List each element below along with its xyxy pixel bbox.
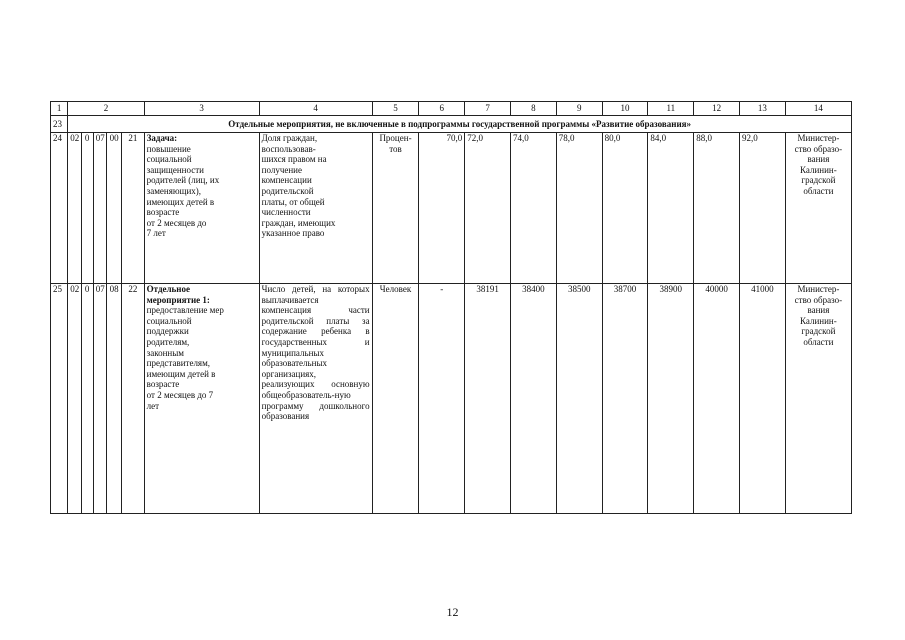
responsible-cell: Министер- ство образо- вания Калинин- градской области bbox=[785, 284, 851, 514]
code-part: 08 bbox=[106, 284, 121, 514]
header-col-7: 7 bbox=[465, 102, 511, 116]
value-cell: 80,0 bbox=[602, 133, 648, 284]
task-name-heading: Задача: bbox=[146, 133, 178, 143]
value-cell: 78,0 bbox=[556, 133, 602, 284]
value-cell: 38500 bbox=[556, 284, 602, 514]
value-cell: 84,0 bbox=[648, 133, 694, 284]
code-part: 02 bbox=[68, 133, 81, 284]
row-number: 24 bbox=[51, 133, 68, 284]
table-row bbox=[51, 284, 852, 514]
section-title: Отдельные мероприятия, не включенные в подпрограммы государственной программы «Развитие образования» bbox=[68, 116, 852, 133]
value-cell: 72,0 bbox=[465, 133, 511, 284]
responsible-cell: Министер- ство образо- вания Калинин- градской области bbox=[785, 133, 851, 284]
code-part: 0 bbox=[81, 133, 93, 284]
code-part: 02 bbox=[68, 284, 81, 514]
code-part: 21 bbox=[122, 133, 144, 284]
header-col-1: 1 bbox=[51, 102, 68, 116]
indicator-cell: Доля граждан, воспользовав- шихся правом на получение компенсации родительской платы, от общей численности граждан, имеющих указанное право bbox=[259, 133, 372, 284]
header-row bbox=[51, 102, 852, 116]
unit-cell: Процен- тов bbox=[372, 133, 419, 284]
header-col-6: 6 bbox=[419, 102, 465, 116]
header-col-8: 8 bbox=[511, 102, 557, 116]
header-col-11: 11 bbox=[648, 102, 694, 116]
header-col-12: 12 bbox=[694, 102, 740, 116]
header-col-5: 5 bbox=[372, 102, 419, 116]
value-cell: 74,0 bbox=[511, 133, 557, 284]
code-part: 00 bbox=[106, 133, 121, 284]
value-cell: 38191 bbox=[465, 284, 511, 514]
task-name-text: повышение социальной защищенности родителей (лиц, их заменяющих), имеющих детей в возрасте от 2 месяцев до 7 лет bbox=[146, 143, 220, 239]
code-part: 22 bbox=[122, 284, 144, 514]
value-cell: 70,0 bbox=[419, 133, 465, 284]
indicator-cell: Число детей, на которых выплачивается компенсация части родительской платы за содержание ребенка в государственных и муниципальных образовательных организациях, реализующих основную общеобразователь-ную программу дошкольного образования bbox=[259, 284, 372, 514]
header-col-10: 10 bbox=[602, 102, 648, 116]
value-cell: 40000 bbox=[694, 284, 740, 514]
code-part: 07 bbox=[93, 284, 106, 514]
table-row bbox=[51, 133, 852, 284]
section-number: 23 bbox=[51, 116, 68, 133]
value-cell: 41000 bbox=[739, 284, 785, 514]
task-name-cell bbox=[144, 133, 259, 284]
header-col-4: 4 bbox=[259, 102, 372, 116]
section-row bbox=[51, 116, 852, 133]
task-name-heading: Отдельное мероприятие 1: bbox=[146, 284, 210, 305]
code-part: 07 bbox=[93, 133, 106, 284]
code-part: 0 bbox=[81, 284, 93, 514]
indicators-table bbox=[50, 101, 852, 514]
header-col-9: 9 bbox=[556, 102, 602, 116]
value-cell: 88,0 bbox=[694, 133, 740, 284]
task-name-text: предоставление мер социальной поддержки родителям, законным представителям, имеющим детей в возрасте от 2 месяцев до 7 лет bbox=[146, 305, 224, 411]
value-cell: 38900 bbox=[648, 284, 694, 514]
value-cell: - bbox=[419, 284, 465, 514]
header-col-3: 3 bbox=[144, 102, 259, 116]
value-cell: 38700 bbox=[602, 284, 648, 514]
page-number: 12 bbox=[446, 605, 459, 619]
header-col-13: 13 bbox=[739, 102, 785, 116]
header-col-2: 2 bbox=[68, 102, 144, 116]
row-number: 25 bbox=[51, 284, 68, 514]
header-col-14: 14 bbox=[785, 102, 851, 116]
unit-cell: Человек bbox=[372, 284, 419, 514]
value-cell: 38400 bbox=[511, 284, 557, 514]
value-cell: 92,0 bbox=[739, 133, 785, 284]
task-name-cell bbox=[144, 284, 259, 514]
